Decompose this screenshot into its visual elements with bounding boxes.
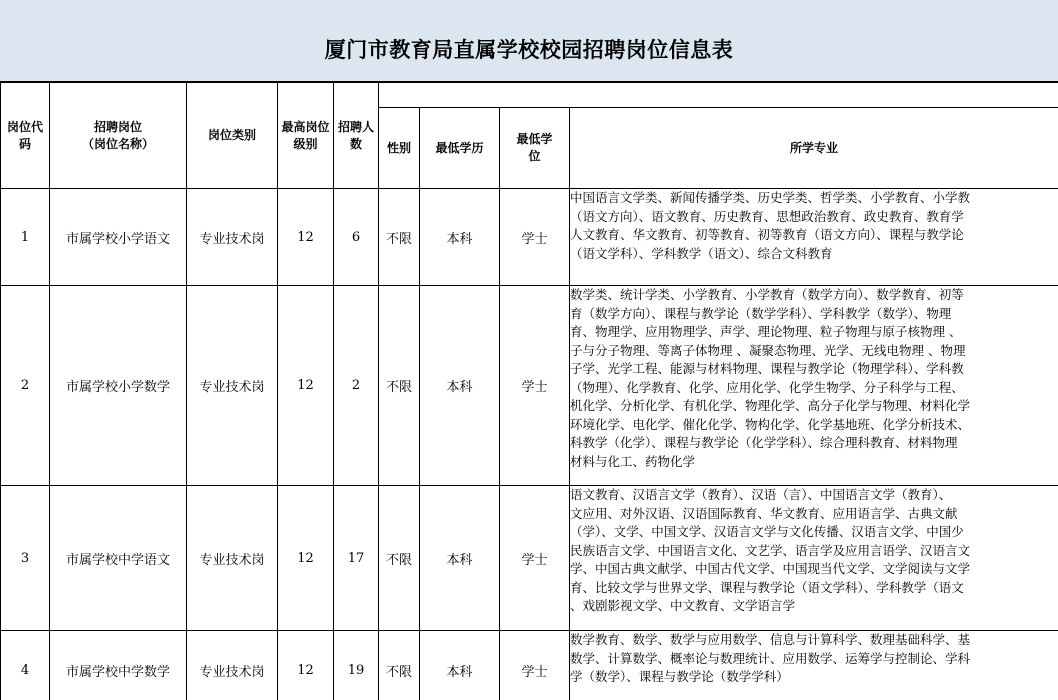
major-line: 机化学、分析化学、有机化学、物理化学、高分子化学与物理、材料化学 (570, 398, 971, 413)
cell-count: 6 (334, 189, 379, 286)
major-line: 子与分子物理、等离子体物理 、凝聚态物理、光学、无线电物理 、物理 (570, 342, 966, 358)
cell-category: 专业技术岗 (187, 189, 278, 286)
major-line: 材料与化工、药物化学 (570, 453, 696, 469)
header-name-line1: 招聘岗位 (93, 119, 142, 134)
cell-level: 12 (278, 631, 334, 700)
table-row (1, 631, 1058, 700)
cell-education: 本科 (420, 189, 500, 286)
cell-code: 2 (1, 286, 50, 486)
cell-code: 3 (1, 486, 50, 631)
cell-level: 12 (278, 189, 334, 286)
header-education: 最低学历 (420, 108, 500, 189)
major-line: （语文方向）、语文教育、历史教育、思想政治教育、政史教育、教育学 (570, 208, 964, 224)
major-line: 数学类、统计学类、小学教育、小学教育（数学方向）、数学教育、初等 (570, 287, 964, 302)
cell-degree: 学士 (500, 286, 570, 486)
cell-education: 本科 (420, 486, 500, 631)
header-name (50, 83, 187, 189)
cell-degree: 学士 (500, 189, 570, 286)
table-row (1, 486, 1058, 631)
major-line: 语文教育、汉语言文学（教育）、汉语（言）、中国语言文学（教育）、 (570, 487, 952, 502)
cell-count: 19 (334, 631, 379, 700)
page-title: 厦门市教育局直属学校校园招聘岗位信息表 (324, 37, 734, 62)
major-line: （语文学科）、学科教学（语文）、综合文科教育 (570, 245, 833, 261)
cell-major (570, 631, 1058, 700)
header-category: 岗位类别 (187, 83, 278, 189)
header-code: 岗位代码 (1, 83, 50, 189)
header-name-line2: （岗位名称） (81, 136, 154, 151)
major-line: （学）、文学、中国文学、汉语言文学与文化传播、汉语言文学、中国少 (570, 524, 964, 539)
header-major-label: 所学专业 (790, 140, 839, 155)
cell-major (570, 486, 1058, 631)
header-row-top (1, 83, 1058, 108)
major-line: （物理）、化学教育、化学、应用化学、化学生物学、分子科学与工程、 (570, 379, 964, 395)
header-gender: 性别 (379, 108, 420, 189)
cell-major (570, 286, 1058, 486)
cell-gender: 不限 (379, 486, 420, 631)
cell-code: 1 (1, 189, 50, 286)
cell-gender: 不限 (379, 189, 420, 286)
major-line: 文应用、对外汉语、汉语国际教育、华文教育、应用语言学、古典文献 (570, 505, 958, 521)
cell-degree: 学士 (500, 486, 570, 631)
header-count: 招聘人数 (334, 83, 379, 189)
header-requirements-band (379, 83, 1058, 108)
cell-position-name: 市属学校小学语文 (50, 189, 187, 286)
major-line: 数学、计算数学、概率论与数理统计、应用数学、运筹学与控制论、学科 (570, 650, 971, 666)
major-line: 数学教育、数学、数学与应用数学、信息与计算科学、数理基础科学、基 (570, 632, 971, 647)
cell-category: 专业技术岗 (187, 486, 278, 631)
header-degree: 最低学位 (500, 108, 570, 189)
title-band (0, 0, 1058, 82)
cell-education: 本科 (420, 631, 500, 700)
major-line: 科教学（化学）、课程与教学论（化学学科）、综合理科教育、材料物理 (570, 435, 958, 450)
cell-category: 专业技术岗 (187, 286, 278, 486)
cell-major (570, 189, 1058, 286)
major-line: 人文教育、华文教育、初等教育、初等教育（语文方向）、课程与教学论 (570, 227, 964, 242)
cell-degree: 学士 (500, 631, 570, 700)
cell-education: 本科 (420, 286, 500, 486)
major-line: 育、比较文学与世界文学、课程与教学论（语文学科）、学科教学（语文 (570, 579, 964, 595)
major-line: 子学、光学工程、能源与材料物理、课程与教学论（物理学科）、学科教 (570, 361, 964, 376)
cell-code: 4 (1, 631, 50, 700)
major-line: 环境化学、电化学、催化化学、物构化学、化学基地班、化学分析技术、 (570, 416, 971, 432)
cell-category: 专业技术岗 (187, 631, 278, 700)
cell-position-name: 市属学校中学语文 (50, 486, 187, 631)
header-level: 最高岗位级别 (278, 83, 334, 189)
table-row (1, 286, 1058, 486)
major-line: 中国语言文学类、新闻传播学类、历史学类、哲学类、小学教育、小学教 (570, 190, 971, 205)
cell-position-name: 市属学校小学数学 (50, 286, 187, 486)
cell-count: 2 (334, 286, 379, 486)
cell-count: 17 (334, 486, 379, 631)
major-line: 育、物理学、应用物理学、声学、理论物理、粒子物理与原子核物理 、 (570, 324, 962, 339)
cell-level: 12 (278, 486, 334, 631)
major-line: 学、中国古典文献学、中国古代文学、中国现当代文学、文学阅读与文学 (570, 561, 971, 576)
cell-position-name: 市属学校中学数学 (50, 631, 187, 700)
cell-gender: 不限 (379, 286, 420, 486)
major-line: 学（数学）、课程与教学论（数学学科） (570, 669, 789, 684)
header-major (570, 108, 1058, 189)
major-line: 育（数学方向）、课程与教学论（数学学科）、学科教学（数学）、物理 (570, 305, 952, 321)
cell-level: 12 (278, 286, 334, 486)
table-row (1, 189, 1058, 286)
recruitment-table (0, 82, 1058, 700)
cell-gender: 不限 (379, 631, 420, 700)
major-line: 民族语言文学、中国语言文化、文艺学、语言学及应用言语学、汉语言文 (570, 542, 971, 558)
major-line: 、戏剧影视文学、中文教育、文学语言学 (570, 598, 796, 613)
